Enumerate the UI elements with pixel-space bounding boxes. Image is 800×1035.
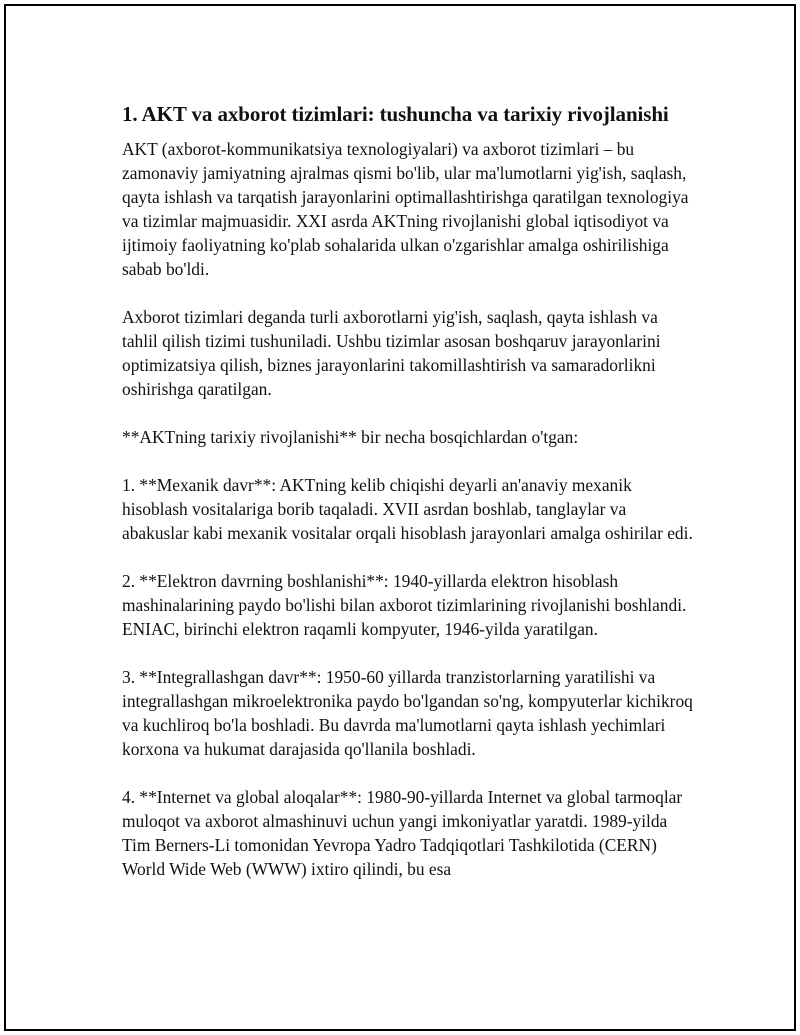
- section-heading: 1. AKT va axborot tizimlari: tushuncha va tarixiy rivojlanishi: [122, 102, 669, 126]
- paragraph-intro: AKT (axborot-kommunikatsiya texnologiyalari) va axborot tizimlari – bu zamonaviy jamiyatning ajralmas qismi bo'lib, ular ma'lumotlarni yig'ish, saqlash, qayta ishlash va tarqatish jarayonlarini optimallashtirishga qaratilgan texnologiya va tizimlar majmuasidir. XXI asrda AKTning rivojlanishi global iqtisodiyot va ijtimoiy faoliyatning ko'plab sohalarida ulkan o'zgarishlar amalga oshirilishiga sabab bo'ldi.: [122, 139, 689, 279]
- document-page: [4, 4, 796, 1031]
- list-item-electronic-era: 2. **Elektron davrning boshlanishi**: 1940-yillarda elektron hisoblash mashinalarining paydo bo'lishi bilan axborot tizimlarining rivojlanishi boshlandi. ENIAC, birinchi elektron raqamli kompyuter, 1946-yilda yaratilgan.: [122, 571, 687, 639]
- paragraph-info-systems: Axborot tizimlari deganda turli axborotlarni yig'ish, saqlash, qayta ishlash va tahlil qilish tizimi tushuniladi. Ushbu tizimlar asosan boshqaruv jarayonlarini optimizatsiya qilish, biznes jarayonlarini takomillashtirish va samaradorlikni oshirishga qaratilgan.: [122, 307, 661, 399]
- list-item-mechanical-era: 1. **Mexanik davr**: AKTning kelib chiqishi deyarli an'anaviy mexanik hisoblash vositalariga borib taqaladi. XVII asrdan boshlab, tanglaylar va abakuslar kabi mexanik vositalar orqali hisoblash jarayonlari amalga oshirilar edi.: [122, 475, 693, 543]
- paragraph-history-intro: **AKTning tarixiy rivojlanishi** bir necha bosqichlardan o'tgan:: [122, 427, 579, 447]
- list-item-internet-era: 4. **Internet va global aloqalar**: 1980-90-yillarda Internet va global tarmoqlar muloqot va axborot almashinuvi uchun yangi imkoniyatlar yaratdi. 1989-yilda Tim Berners-Li tomonidan Yevropa Yadro Tadqiqotlari Tashkilotida (CERN) World Wide Web (WWW) ixtiro qilindi, bu esa: [122, 787, 683, 879]
- document-body: [122, 101, 697, 905]
- list-item-integrated-era: 3. **Integrallashgan davr**: 1950-60 yillarda tranzistorlarning yaratilishi va integrallashgan mikroelektronika paydo bo'lgandan so'ng, kompyuterlar kichikroq va kuchliroq bo'la boshladi. Bu davrda ma'lumotlarni qayta ishlash yechimlari korxona va hukumat darajasida qo'llanila boshladi.: [122, 667, 693, 759]
